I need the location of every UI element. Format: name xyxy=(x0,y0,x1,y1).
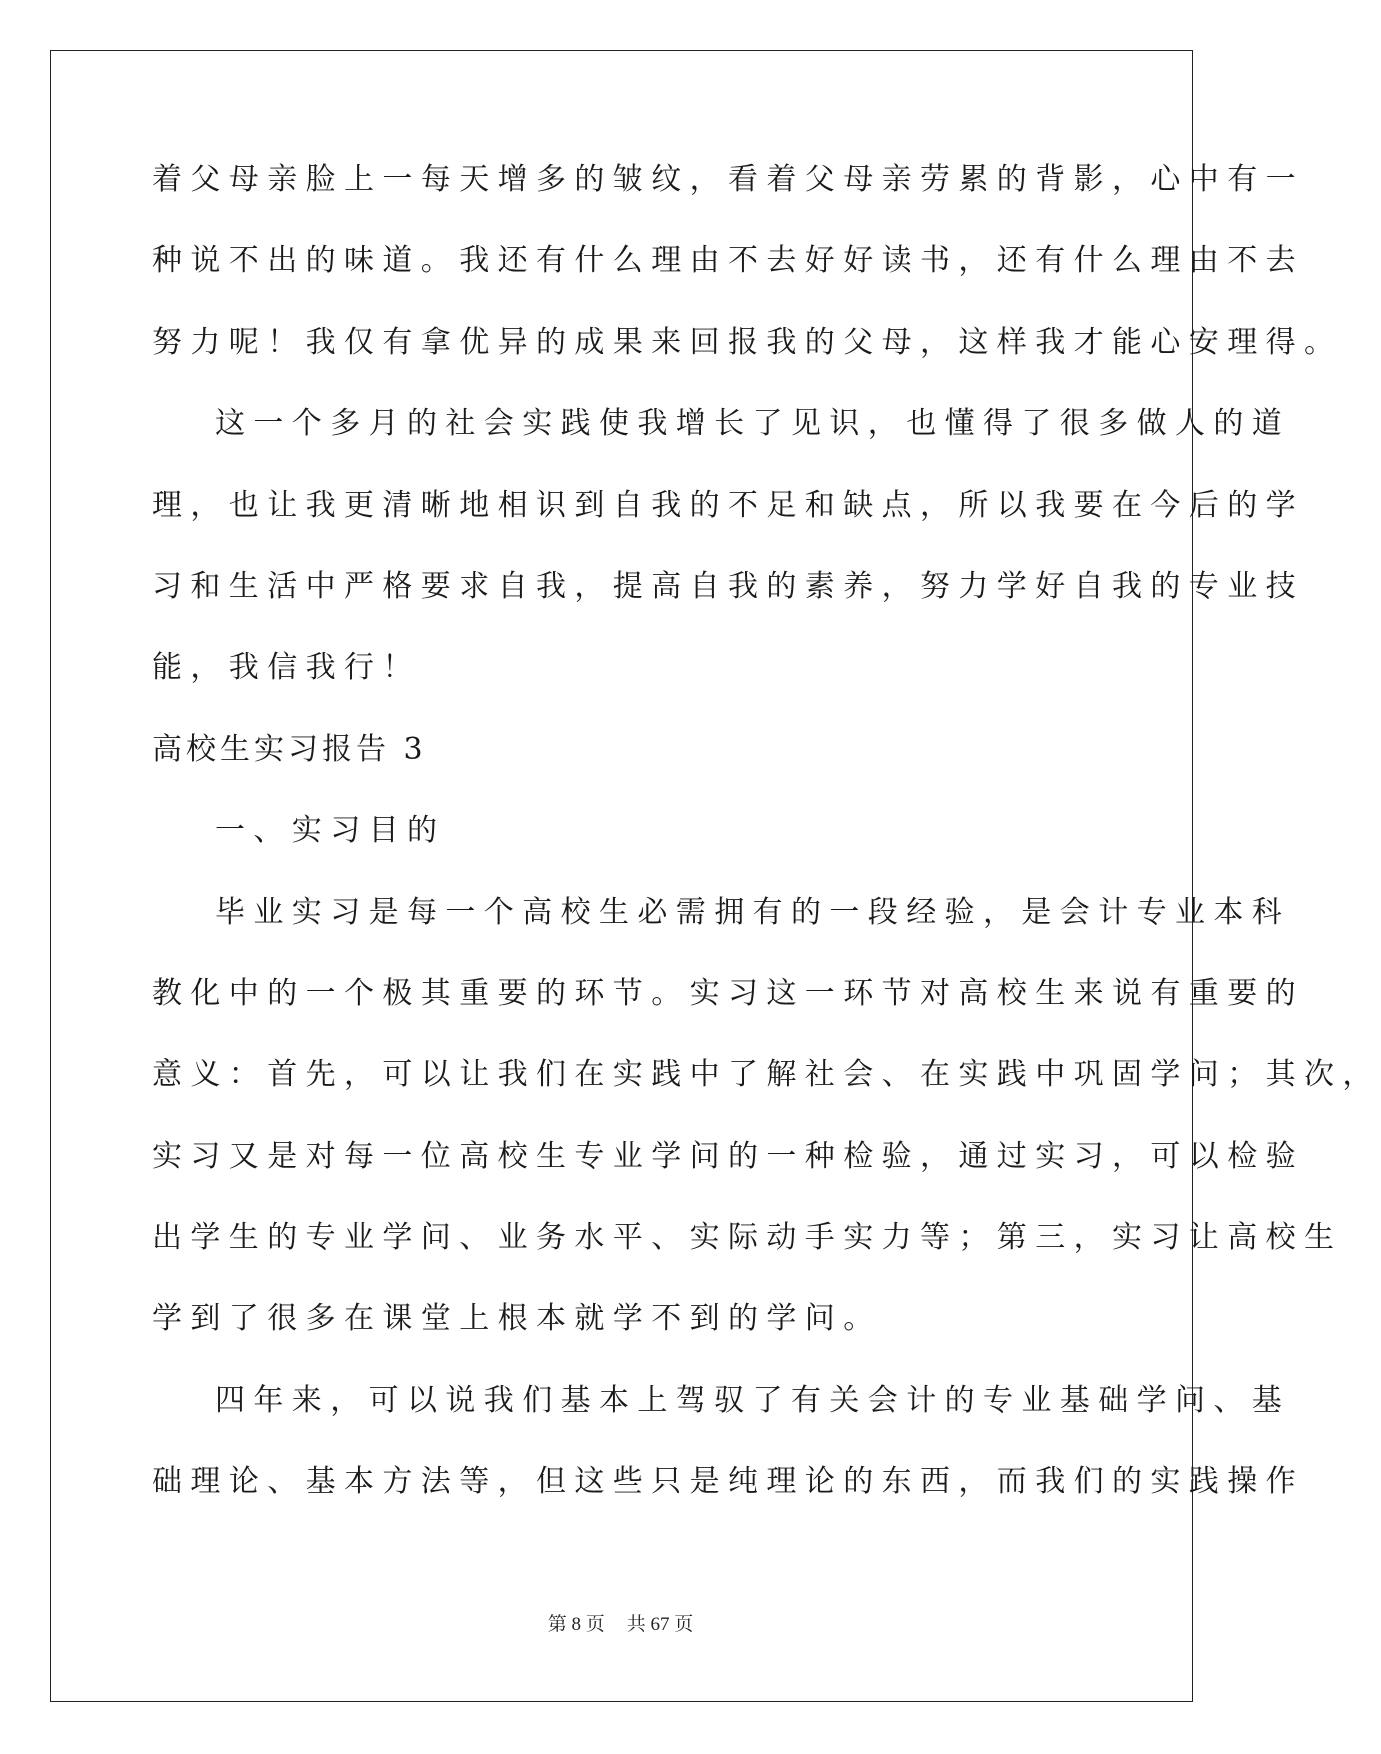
text-line: 教化中的一个极其重要的环节。实习这一环节对高校生来说有重要的 xyxy=(152,975,1304,1011)
text-line: 习和生活中严格要求自我，提高自我的素养，努力学好自我的专业技 xyxy=(152,568,1304,604)
page-footer xyxy=(0,1612,1241,1638)
text-line: 种说不出的味道。我还有什么理由不去好好读书，还有什么理由不去 xyxy=(152,243,1304,279)
text-line: 实习又是对每一位高校生专业学问的一种检验，通过实习，可以检验 xyxy=(152,1138,1304,1174)
text-line: 着父母亲脸上一每天增多的皱纹，看着父母亲劳累的背影，心中有一 xyxy=(152,162,1304,197)
text-line: 努力呢！我仅有拿优异的成果来回报我的父母，这样我才能心安理得。 xyxy=(152,324,1343,360)
text-line: 出学生的专业学问、业务水平、实际动手实力等；第三，实习让高校生 xyxy=(152,1220,1343,1256)
paragraph-start: 毕业实习是每一个高校生必需拥有的一段经验，是会计专业本科 xyxy=(215,894,1291,930)
page-number: 第 8 页 xyxy=(547,1614,605,1635)
text-line: 能，我信我行！ xyxy=(152,650,421,686)
text-line: 学到了很多在课堂上根本就学不到的学问。 xyxy=(152,1301,882,1337)
document-body xyxy=(152,155,1381,1539)
text-line: 意义：首先，可以让我们在实践中了解社会、在实践中巩固学问；其次， xyxy=(152,1057,1381,1093)
section-title: 高校生实习报告 3 xyxy=(152,731,427,767)
text-line: 理，也让我更清晰地相识到自我的不足和缺点，所以我要在今后的学 xyxy=(152,487,1304,523)
paragraph-start: 这一个多月的社会实践使我增长了见识，也懂得了很多做人的道 xyxy=(215,406,1291,442)
paragraph-start: 四年来，可以说我们基本上驾驭了有关会计的专业基础学问、基 xyxy=(215,1382,1291,1418)
text-line: 础理论、基本方法等，但这些只是纯理论的东西，而我们的实践操作 xyxy=(152,1464,1304,1500)
page-total: 共 67 页 xyxy=(626,1614,694,1635)
subsection-heading: 一、实习目的 xyxy=(215,813,446,849)
